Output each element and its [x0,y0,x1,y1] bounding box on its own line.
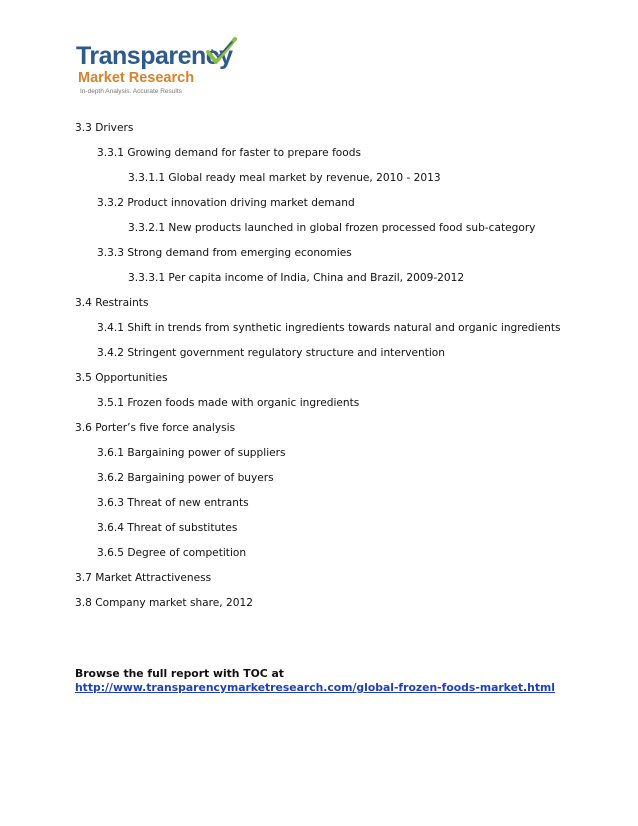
toc-entry: 3.5.1 Frozen foods made with organic ingredients [97,397,360,409]
toc-entry: 3.3 Drivers [75,122,134,134]
logo-sub-text: Market Research [78,70,195,86]
toc-entry: 3.4.2 Stringent government regulatory structure and intervention [97,347,446,359]
browse-section [75,667,555,695]
toc-entry: 3.3.1.1 Global ready meal market by revenue, 2010 - 2013 [128,172,441,184]
toc-entry: 3.6.2 Bargaining power of buyers [97,472,274,484]
toc-entry: 3.6.1 Bargaining power of suppliers [97,447,286,459]
logo-brand-text: Transparency [76,42,233,70]
toc-entry: 3.4.1 Shift in trends from synthetic ingredients towards natural and organic ingredients [97,322,561,334]
toc-entry: 3.6.3 Threat of new entrants [97,497,249,509]
toc-entry: 3.6 Porter’s five force analysis [75,422,236,434]
toc-entry: 3.5 Opportunities [75,372,168,384]
browse-title: Browse the full report with TOC at [75,667,284,680]
checkmark-icon [204,36,238,66]
toc-entry: 3.6.4 Threat of substitutes [97,522,238,534]
report-link[interactable]: http://www.transparencymarketresearch.com/global-frozen-foods-market.html [75,681,555,694]
logo-tagline: In-depth Analysis. Accurate Results [80,88,182,95]
toc-entry: 3.8 Company market share, 2012 [75,597,254,609]
toc-entry: 3.4 Restraints [75,297,149,309]
table-of-contents [75,119,615,619]
toc-entry: 3.7 Market Attractiveness [75,572,212,584]
toc-entry: 3.3.2.1 New products launched in global frozen processed food sub-category [128,222,536,234]
company-logo [76,36,246,98]
toc-entry: 3.3.2 Product innovation driving market demand [97,197,355,209]
toc-entry: 3.6.5 Degree of competition [97,547,247,559]
toc-entry: 3.3.3.1 Per capita income of India, China and Brazil, 2009-2012 [128,272,465,284]
toc-entry: 3.3.3 Strong demand from emerging economies [97,247,352,259]
toc-entry: 3.3.1 Growing demand for faster to prepare foods [97,147,362,159]
